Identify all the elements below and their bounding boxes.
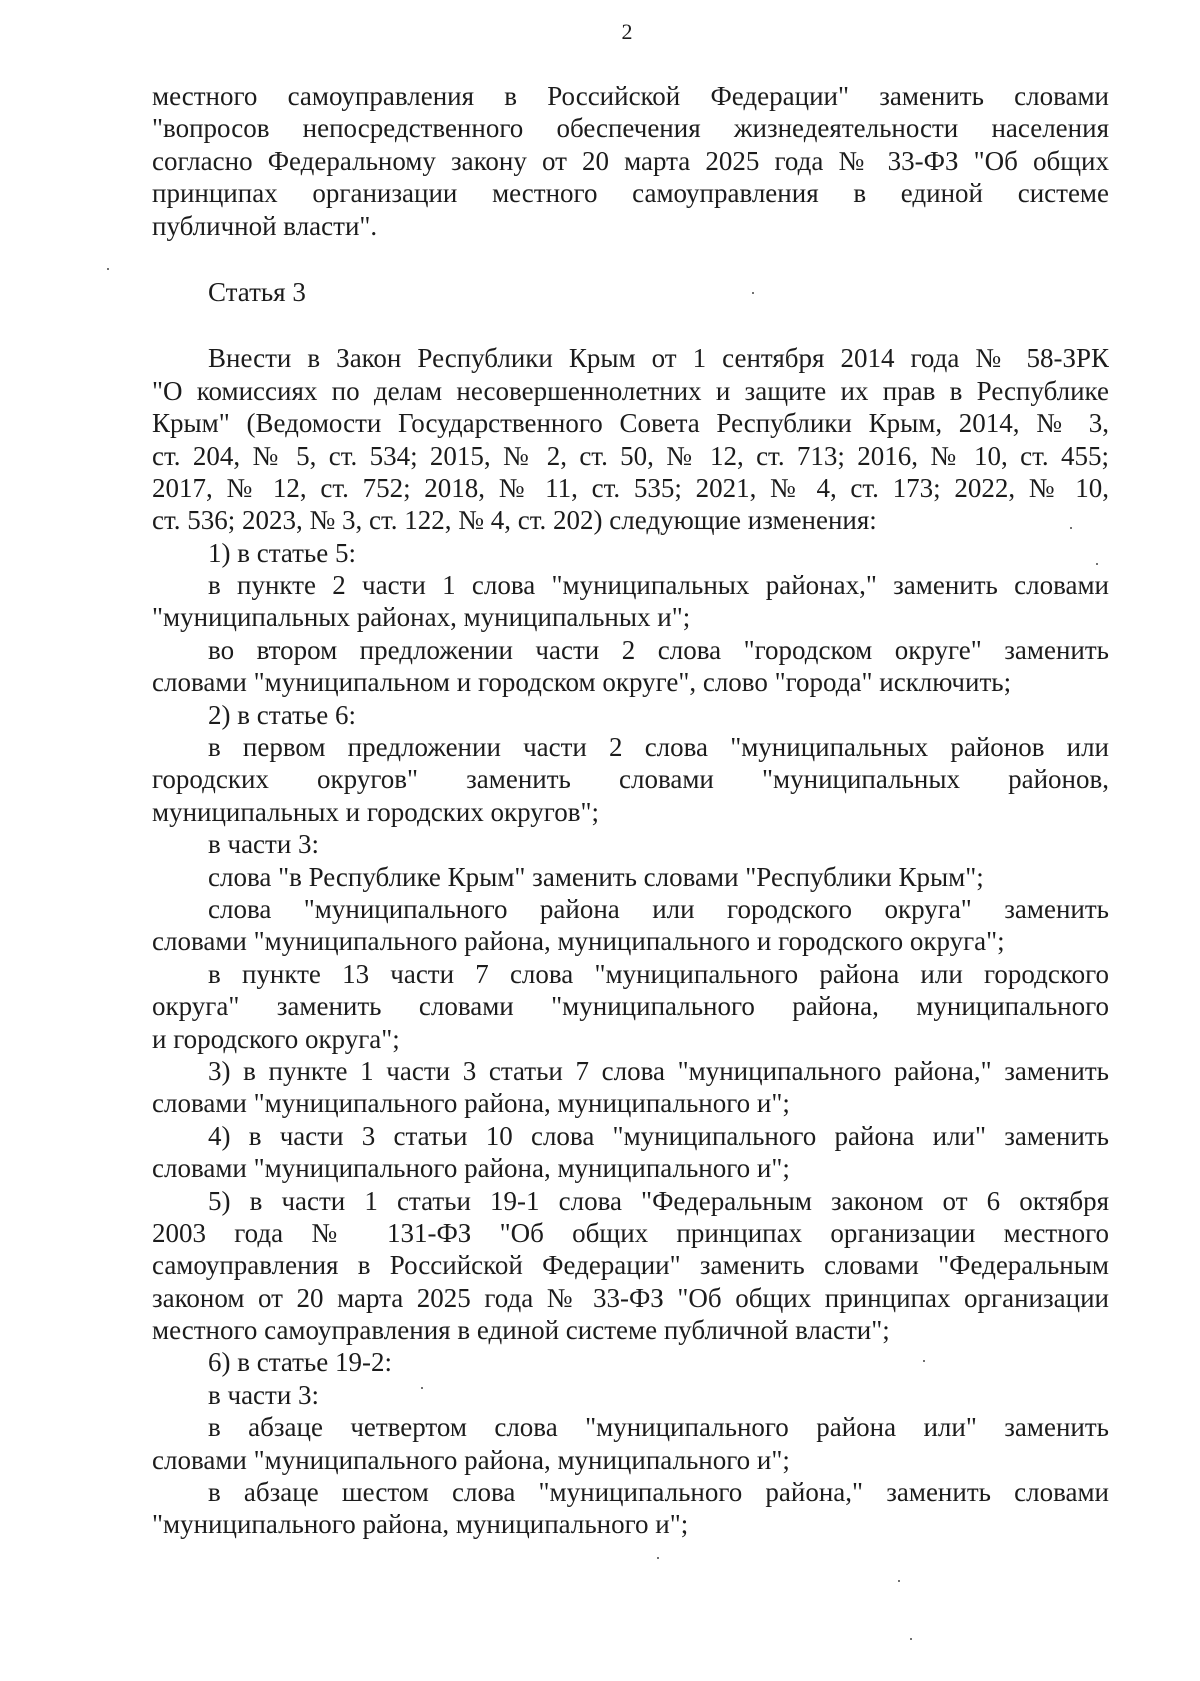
scan-speck — [107, 268, 109, 270]
item-heading: 2) в статье 6: — [208, 699, 356, 730]
text-line: слова "в Республике Крым" заменить словами "Республики Крым"; — [208, 861, 984, 892]
text-line: ст. 536; 2023, № 3, ст. 122, № 4, ст. 202) следующие изменения: — [152, 505, 877, 536]
document-body — [152, 80, 1109, 1541]
text-line: самоуправления в Российской Федерации" заменить словами "Федеральным — [152, 1250, 1109, 1281]
scan-speck — [657, 1557, 659, 1559]
intro-paragraph — [152, 80, 1109, 242]
text-line: "О комиссиях по делам несовершеннолетних и защите их прав в Республике — [152, 375, 1109, 406]
main-paragraph — [152, 342, 1109, 536]
item-heading: 6) в статье 19-2: — [208, 1347, 392, 1378]
scan-speck — [1096, 563, 1098, 565]
text-line: 2003 года № 131-ФЗ "Об общих принципах организации местного — [152, 1217, 1109, 1248]
text-line: словами "муниципального района, муниципального и городского округа"; — [152, 926, 1005, 957]
text-line: согласно Федеральному закону от 20 марта 2025 года № 33-ФЗ "Об общих — [152, 145, 1109, 176]
text-line: и городского округа"; — [152, 1023, 400, 1054]
amendment-item-4 — [152, 1120, 1109, 1185]
text-line: в пункте 2 части 1 слова "муниципальных районах," заменить словами — [208, 570, 1109, 601]
text-line: в абзаце шестом слова "муниципального района," заменить словами — [208, 1477, 1109, 1508]
text-line: муниципальных и городских округов"; — [152, 796, 599, 827]
text-line: 5) в части 1 статьи 19-1 слова "Федеральным законом от 6 октября — [208, 1185, 1109, 1216]
scan-speck — [1070, 527, 1072, 529]
article-heading: Статья 3 — [208, 276, 306, 307]
text-line: Внести в Закон Республики Крым от 1 сентября 2014 года № 58-ЗРК — [208, 343, 1109, 374]
amendment-item-5 — [152, 1185, 1109, 1347]
text-line: в пункте 13 части 7 слова "муниципального района или городского — [208, 958, 1109, 989]
text-line: ст. 204, № 5, ст. 534; 2015, № 2, ст. 50, № 12, ст. 713; 2016, № 10, ст. 455; — [152, 440, 1109, 471]
text-line: округа" заменить словами "муниципального района, муниципального — [152, 991, 1109, 1022]
text-line: 4) в части 3 статьи 10 слова "муниципального района или" заменить — [208, 1120, 1109, 1151]
text-line: в абзаце четвертом слова "муниципального района или" заменить — [208, 1412, 1109, 1443]
text-line: 3) в пункте 1 части 3 статьи 7 слова "муниципального района," заменить — [208, 1055, 1109, 1086]
scan-speck — [910, 1638, 912, 1640]
scan-speck — [752, 292, 754, 294]
text-line: Крым" (Ведомости Государственного Совета Республики Крым, 2014, № 3, — [152, 408, 1109, 439]
text-line: "муниципальных районах, муниципальных и"; — [152, 602, 691, 633]
text-line: законом от 20 марта 2025 года № 33-ФЗ "Об общих принципах организации — [152, 1282, 1109, 1313]
text-line: 2017, № 12, ст. 752; 2018, № 11, ст. 535; 2021, № 4, ст. 173; 2022, № 10, — [152, 472, 1109, 503]
amendment-item-1 — [152, 537, 1109, 699]
text-line: местного самоуправления в Российской Федерации" заменить словами — [152, 81, 1109, 111]
amendment-item-2 — [152, 699, 1109, 1055]
text-line: "муниципального района, муниципального и"; — [152, 1509, 689, 1540]
scan-speck — [898, 1580, 900, 1582]
text-line: местного самоуправления в единой системе публичной власти"; — [152, 1315, 890, 1346]
text-line: слова "муниципального района или городского округа" заменить — [208, 893, 1109, 924]
text-line: "вопросов непосредственного обеспечения жизнедеятельности населения — [152, 113, 1109, 144]
text-line: принципах организации местного самоуправления в единой системе — [152, 178, 1109, 209]
scan-speck — [421, 1387, 423, 1389]
text-line: словами "муниципального района, муниципального и"; — [152, 1153, 790, 1184]
text-line: словами "муниципального района, муниципального и"; — [152, 1088, 790, 1119]
text-line: во втором предложении части 2 слова "городском округе" заменить — [208, 634, 1109, 665]
scan-speck — [923, 1360, 925, 1362]
page-number: 2 — [621, 19, 633, 44]
amendment-item-3 — [152, 1055, 1109, 1120]
text-line: в первом предложении части 2 слова "муниципальных районов или — [208, 732, 1109, 763]
text-line: словами "муниципальном и городском округе", слово "города" исключить; — [152, 667, 1012, 698]
text-line: словами "муниципального района, муниципального и"; — [152, 1444, 790, 1475]
text-line: в части 3: — [208, 829, 320, 860]
text-line: городских округов" заменить словами "муниципальных районов, — [152, 764, 1109, 795]
text-line: публичной власти". — [152, 210, 378, 241]
text-line: в части 3: — [208, 1379, 320, 1410]
item-heading: 1) в статье 5: — [208, 537, 356, 568]
amendment-item-6 — [152, 1346, 1109, 1540]
